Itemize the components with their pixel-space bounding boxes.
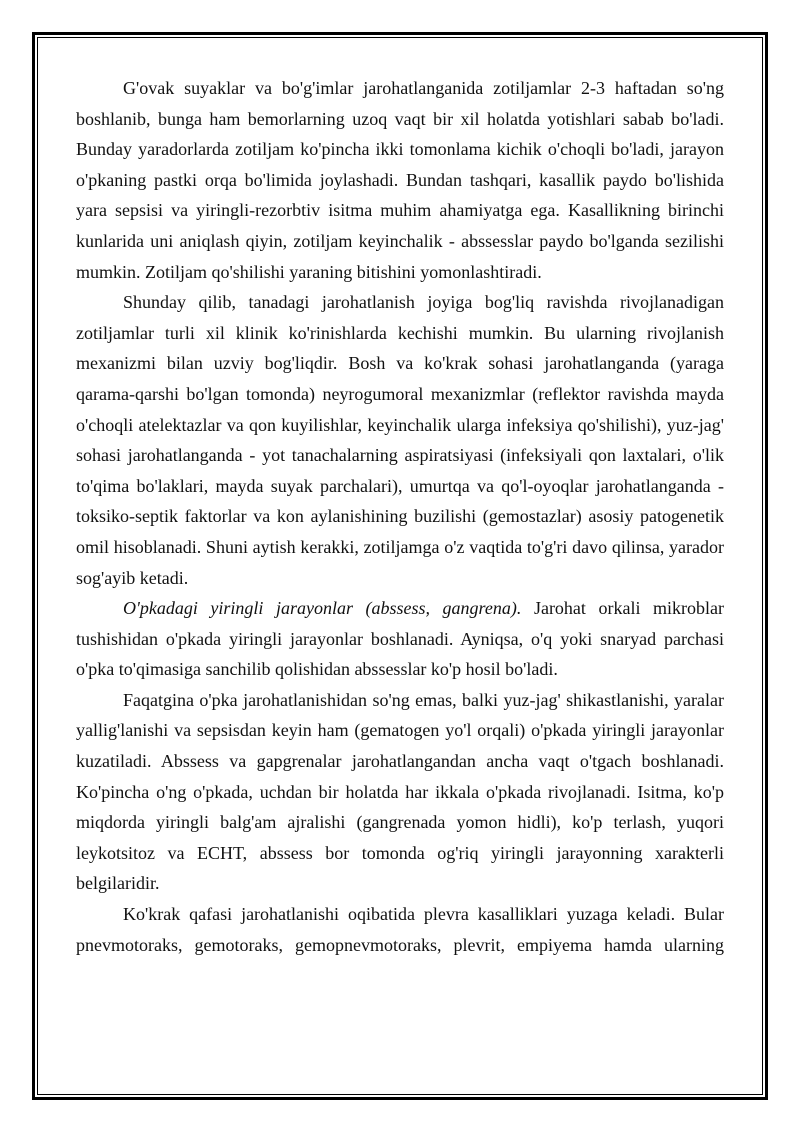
paragraph-5: Ko'krak qafasi jarohatlanishi oqibatida plevra kasalliklari yuzaga keladi. Bular pnevmotoraks, gemotoraks, gemopnevmotoraks, plevrit, empiyema hamda ularning [76,904,724,955]
paragraph-3 [76,593,724,685]
paragraph-4: Faqatgina o'pka jarohatlanishidan so'ng emas, balki yuz-jag' shikastlanishi, yaralar yallig'lanishi va sepsisdan keyin ham (gematogen yo'l orqali) o'pkada yiringli jarayonlar kuzatiladi. Abssess va gapgrenalar jarohatlangandan ancha vaqt o'tgach boshlanadi. Ko'pincha o'ng o'pkada, uchdan bir holatda har ikkala o'pkada rivojlanadi. Isitma, ko'p miqdorda yiringli balg'am ajralishi (gangrenada yomon hidli), ko'p terlash, yuqori leykotsitoz va ECHT, abssess bor tomonda og'riq yiringli jarayonning xarakterli belgilaridir. [76,689,724,894]
paragraph-3-text: Jarohat orkali mikroblar tushishidan o'pkada yiringli jarayonlar boshlanadi. Ayniqsa, o'q yoki snaryad parchasi o'pka to'qimasiga sanchilib qolishidan abssesslar ko'p hosil bo'ladi. [76,598,724,680]
paragraph-3-italic-heading: O'pkadagi yiringli jarayonlar (abssess, gangrena). [123,598,522,619]
paragraph-2: Shunday qilib, tanadagi jarohatlanish joyiga bog'liq ravishda rivojlanadigan zotiljamlar turli xil klinik ko'rinishlarda kechishi mumkin. Bu ularning rivojlanish mexanizmi bilan uzviy bog'liqdir. Bosh va ko'krak sohasi jarohatlanganda (yaraga qarama-qarshi bo'lgan tomonda) neyrogumoral mexanizmlar (reflektor ravishda mayda o'choqli atelektazlar va qon kuyilishlar, keyinchalik ularga infeksiya qo'shilishi), yuz-jag' sohasi jarohatlanganda - yot tanachalarning aspiratsiyasi (infeksiyali qon laxtalari, o'lik to'qima bo'laklari, mayda suyak parchalari), umurtqa va qo'l-oyoqlar jarohatlanganda -toksiko-septik faktorlar va kon aylanishining buzilishi (gemostazlar) asosiy patogenetik omil hisoblanadi. Shuni aytish kerakki, zotiljamga o'z vaqtida to'g'ri davo qilinsa, yarador sog'ayib ketadi. [76,292,724,588]
paragraph-1: G'ovak suyaklar va bo'g'imlar jarohatlanganida zotiljamlar 2-3 haftadan so'ng boshlanib, bunga ham bemorlarning uzoq vaqt bir xil holatda yotishlari sabab bo'ladi. Bunday yaradorlarda zotiljam ko'pincha ikki tomonlama kichik o'choqli bo'ladi, jarayon o'pkaning pastki orqa bo'limida joylashadi. Bundan tashqari, kasallik paydo bo'lishida yara sepsisi va yiringli-rezorbtiv isitma muhim ahamiyatga ega. Kasallikning birinchi kunlarida uni aniqlash qiyin, zotiljam keyinchalik - abssesslar paydo bo'lganda sezilishi mumkin. Zotiljam qo'shilishi yaraning bitishini yomonlashtiradi. [76,78,724,282]
document-body [76,73,724,960]
